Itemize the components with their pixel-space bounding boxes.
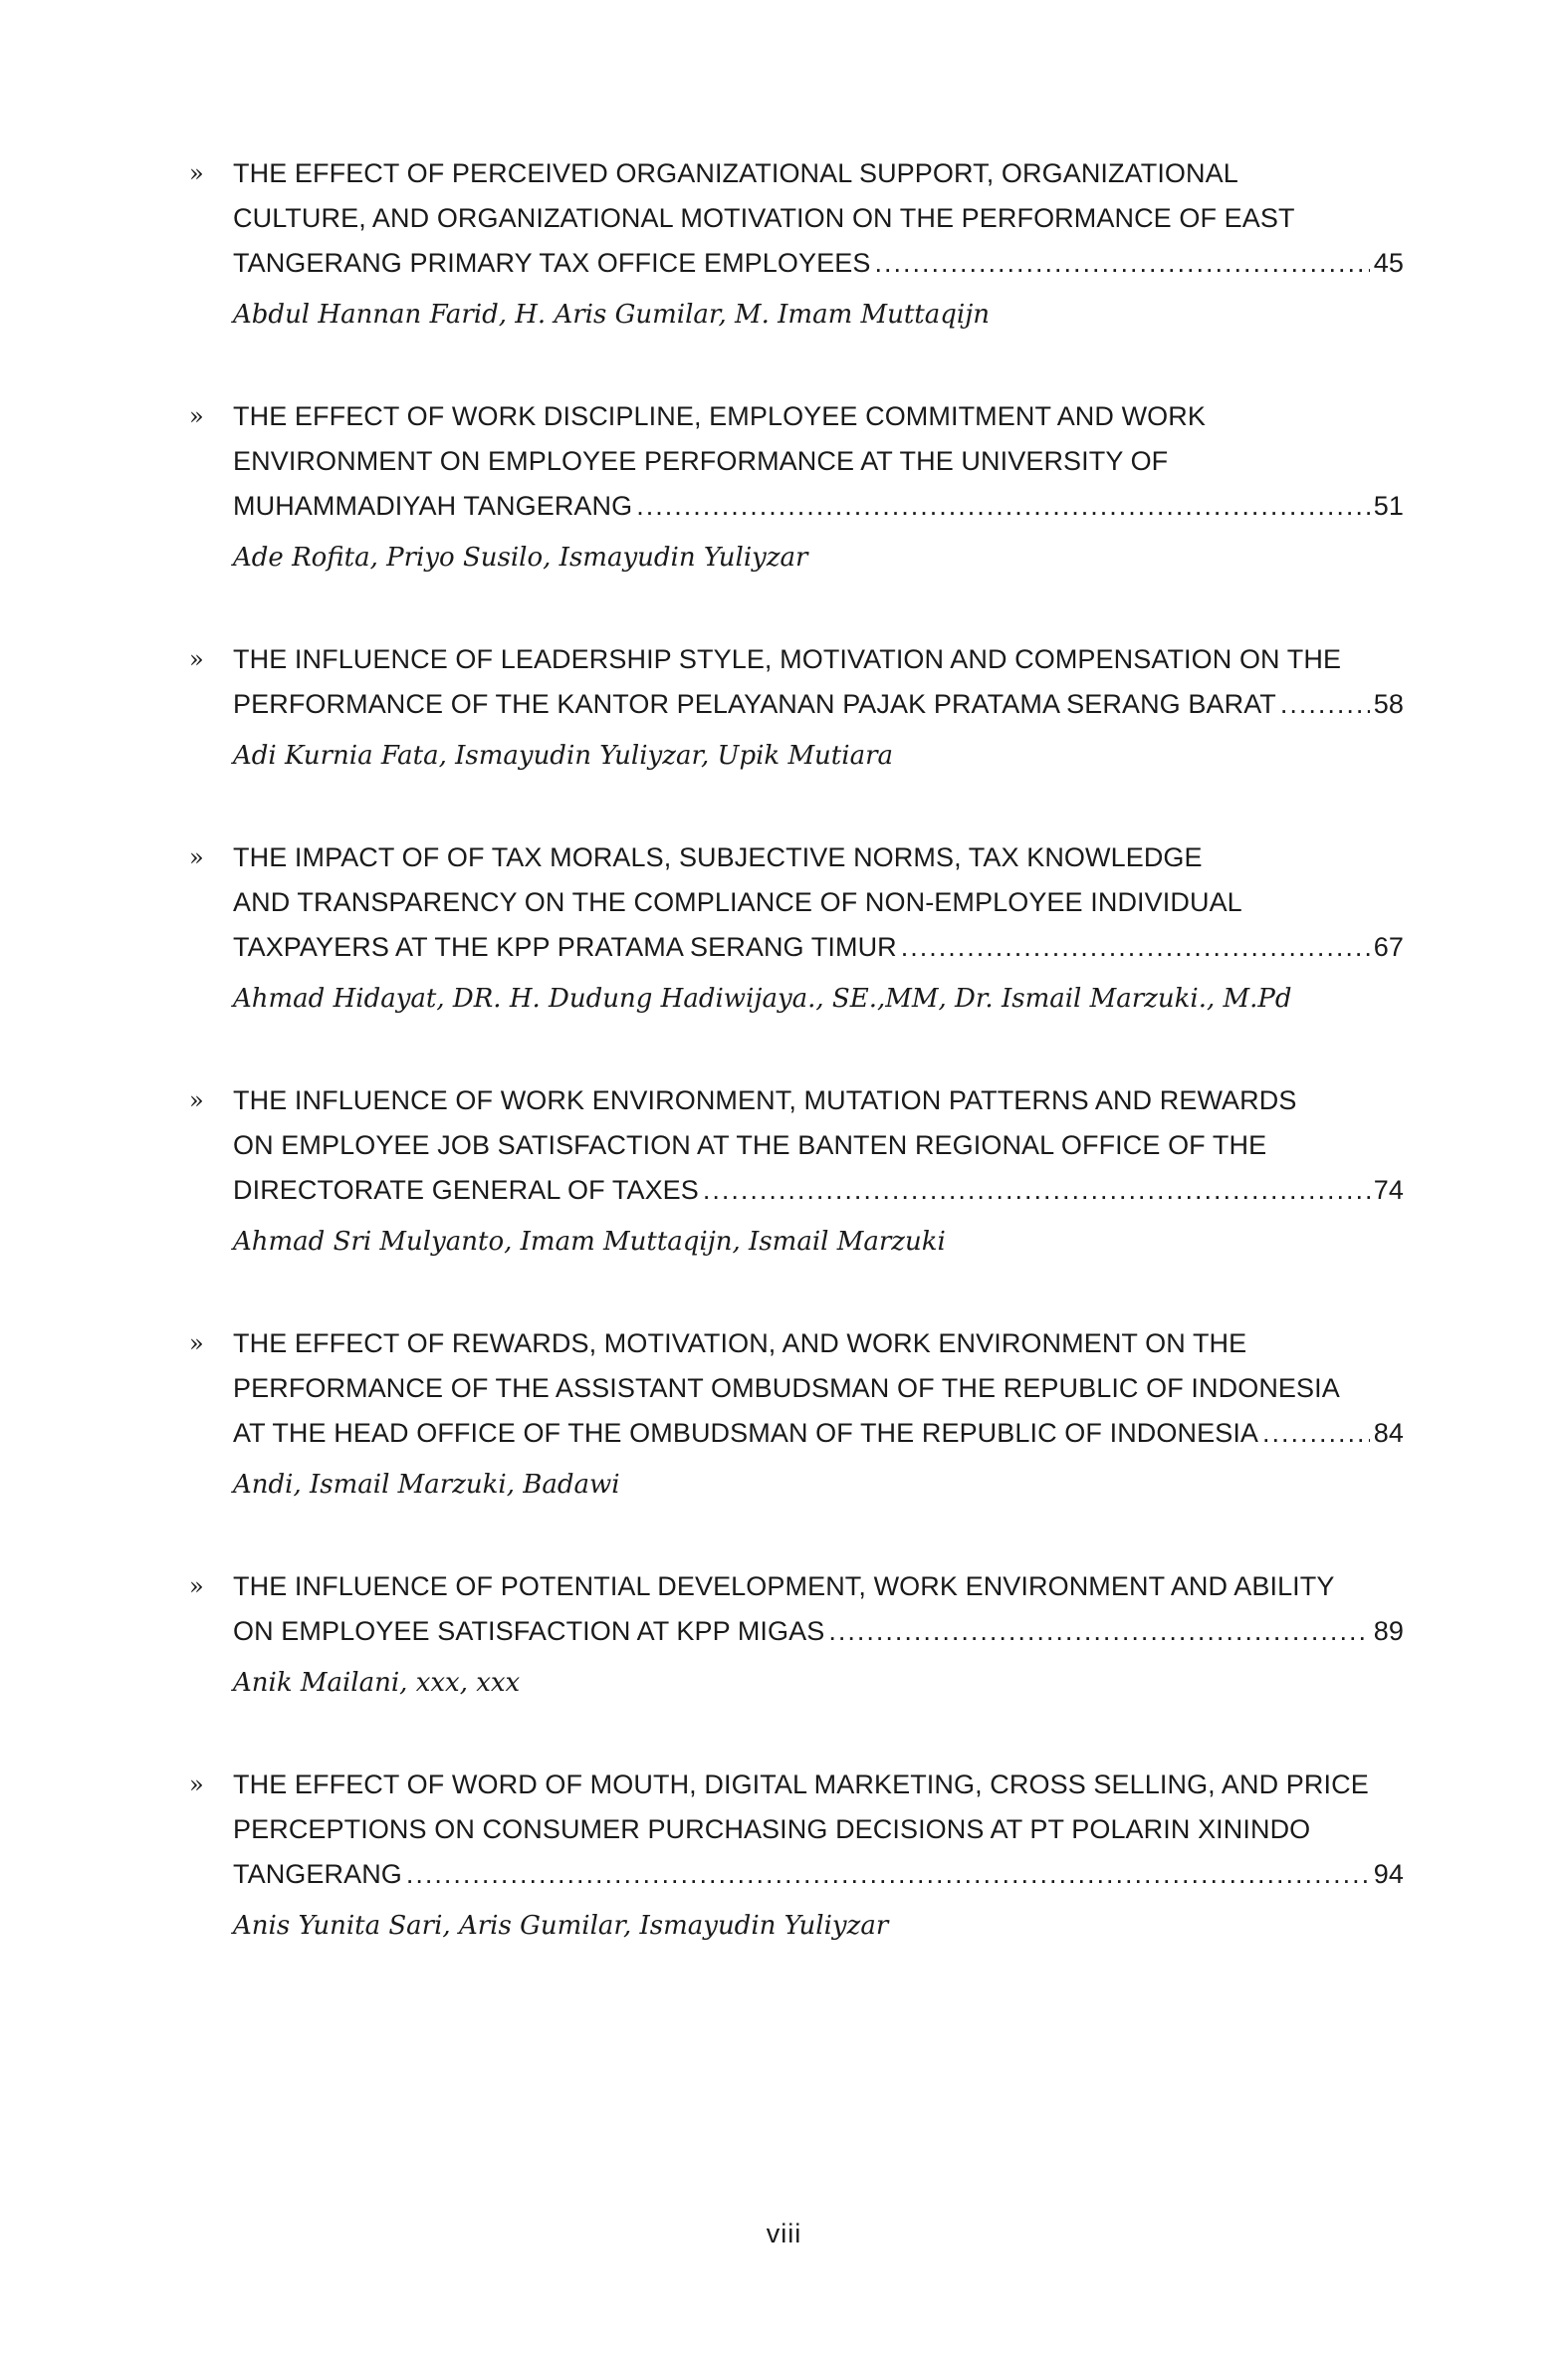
entry-title-text: ON EMPLOYEE SATISFACTION AT KPP MIGAS (233, 1616, 825, 1646)
bullet-icon: » (189, 402, 204, 430)
dot-leader (636, 484, 1370, 529)
toc-entry[interactable] (189, 1564, 1404, 1702)
entry-authors: Ahmad Hidayat, DR. H. Dudung Hadiwijaya., SE.,MM, Dr. Ismail Marzuki., M.Pd (233, 984, 1292, 1014)
entry-title-text: PERFORMANCE OF THE KANTOR PELAYANAN PAJAK PRATAMA SERANG BARAT (233, 689, 1276, 719)
dot-leader (1262, 1411, 1370, 1456)
entry-title-line (233, 682, 1404, 727)
entry-title-text: DIRECTORATE GENERAL OF TAXES (233, 1175, 699, 1205)
entry-title-line: THE IMPACT OF OF TAX MORALS, SUBJECTIVE NORMS, TAX KNOWLEDGE (233, 842, 1203, 872)
entry-authors: Ahmad Sri Mulyanto, Imam Muttaqijn, Ismail Marzuki (233, 1227, 946, 1257)
bullet-icon: » (189, 1770, 204, 1798)
entry-page-number[interactable]: 67 (1373, 932, 1404, 962)
entry-title[interactable] (233, 1321, 1404, 1456)
entry-title-line: THE INFLUENCE OF WORK ENVIRONMENT, MUTATION PATTERNS AND REWARDS (233, 1085, 1297, 1115)
table-of-contents (189, 151, 1404, 2005)
entry-title-text: TANGERANG PRIMARY TAX OFFICE EMPLOYEES (233, 248, 871, 278)
entry-page-number[interactable]: 51 (1373, 491, 1404, 521)
bullet-icon: » (189, 1086, 204, 1114)
entry-title-line: PERFORMANCE OF THE ASSISTANT OMBUDSMAN OF THE REPUBLIC OF INDONESIA (233, 1373, 1340, 1403)
dot-leader (874, 241, 1369, 286)
entry-title-line: THE EFFECT OF WORD OF MOUTH, DIGITAL MARKETING, CROSS SELLING, AND PRICE (233, 1769, 1369, 1799)
entry-title[interactable] (233, 835, 1404, 970)
toc-entry[interactable] (189, 1763, 1404, 1945)
entry-title-line: THE EFFECT OF REWARDS, MOTIVATION, AND WORK ENVIRONMENT ON THE (233, 1328, 1247, 1358)
entry-title-text: MUHAMMADIYAH TANGERANG (233, 491, 633, 521)
entry-authors: Ade Rofita, Priyo Susilo, Ismayudin Yuliyzar (233, 543, 808, 573)
bullet-icon: » (189, 843, 204, 871)
entry-title-text: TAXPAYERS AT THE KPP PRATAMA SERANG TIMUR (233, 932, 897, 962)
entry-page-number[interactable]: 58 (1373, 689, 1404, 719)
entry-page-number[interactable]: 84 (1373, 1418, 1404, 1448)
entry-page-number[interactable]: 45 (1373, 248, 1404, 278)
dot-leader (1280, 682, 1370, 727)
entry-authors: Anis Yunita Sari, Aris Gumilar, Ismayudin Yuliyzar (233, 1911, 889, 1941)
entry-title-line (233, 925, 1404, 970)
bullet-icon: » (189, 1329, 204, 1357)
toc-entry[interactable] (189, 835, 1404, 1018)
toc-entry[interactable] (189, 151, 1404, 334)
entry-authors: Andi, Ismail Marzuki, Badawi (233, 1470, 620, 1500)
entry-title-line (233, 1852, 1404, 1897)
toc-entry[interactable] (189, 394, 1404, 577)
page-number: viii (766, 2219, 802, 2248)
entry-title-line: ON EMPLOYEE JOB SATISFACTION AT THE BANTEN REGIONAL OFFICE OF THE (233, 1130, 1267, 1160)
dot-leader (901, 925, 1370, 970)
entry-title-line: PERCEPTIONS ON CONSUMER PURCHASING DECISIONS AT PT POLARIN XININDO (233, 1814, 1311, 1844)
entry-title-line: THE INFLUENCE OF LEADERSHIP STYLE, MOTIVATION AND COMPENSATION ON THE (233, 644, 1342, 674)
toc-entry[interactable] (189, 637, 1404, 775)
entry-title-line (233, 1411, 1404, 1456)
bullet-icon: » (189, 645, 204, 673)
entry-title-text: TANGERANG (233, 1859, 402, 1889)
entry-title-line (233, 1609, 1404, 1654)
entry-title-line: AND TRANSPARENCY ON THE COMPLIANCE OF NON-EMPLOYEE INDIVIDUAL (233, 887, 1242, 917)
dot-leader (703, 1168, 1370, 1213)
entry-title-line: THE INFLUENCE OF POTENTIAL DEVELOPMENT, WORK ENVIRONMENT AND ABILITY (233, 1571, 1335, 1601)
dot-leader (406, 1852, 1370, 1897)
entry-page-number[interactable]: 89 (1373, 1616, 1404, 1646)
entry-title-line: THE EFFECT OF WORK DISCIPLINE, EMPLOYEE COMMITMENT AND WORK (233, 401, 1206, 431)
entry-title[interactable] (233, 151, 1404, 286)
entry-title-line: CULTURE, AND ORGANIZATIONAL MOTIVATION ON THE PERFORMANCE OF EAST (233, 203, 1295, 233)
dot-leader (828, 1609, 1369, 1654)
entry-title[interactable] (233, 1763, 1404, 1897)
entry-title-text: AT THE HEAD OFFICE OF THE OMBUDSMAN OF THE REPUBLIC OF INDONESIA (233, 1418, 1259, 1448)
entry-title-line (233, 484, 1404, 529)
entry-title[interactable] (233, 1078, 1404, 1213)
entry-title[interactable] (233, 1564, 1404, 1654)
entry-title-line (233, 241, 1404, 286)
entry-title-line: ENVIRONMENT ON EMPLOYEE PERFORMANCE AT THE UNIVERSITY OF (233, 446, 1169, 476)
entry-authors: Abdul Hannan Farid, H. Aris Gumilar, M. Imam Muttaqijn (233, 300, 991, 330)
entry-title[interactable] (233, 394, 1404, 529)
entry-title[interactable] (233, 637, 1404, 727)
entry-page-number[interactable]: 94 (1373, 1859, 1404, 1889)
toc-entry[interactable] (189, 1078, 1404, 1261)
entry-authors: Anik Mailani, xxx, xxx (233, 1668, 521, 1698)
bullet-icon: » (189, 159, 204, 187)
toc-entry[interactable] (189, 1321, 1404, 1504)
entry-title-line (233, 1168, 1404, 1213)
entry-authors: Adi Kurnia Fata, Ismayudin Yuliyzar, Upik Mutiara (233, 741, 893, 771)
entry-title-line: THE EFFECT OF PERCEIVED ORGANIZATIONAL SUPPORT, ORGANIZATIONAL (233, 158, 1238, 188)
entry-page-number[interactable]: 74 (1373, 1175, 1404, 1205)
bullet-icon: » (189, 1572, 204, 1600)
